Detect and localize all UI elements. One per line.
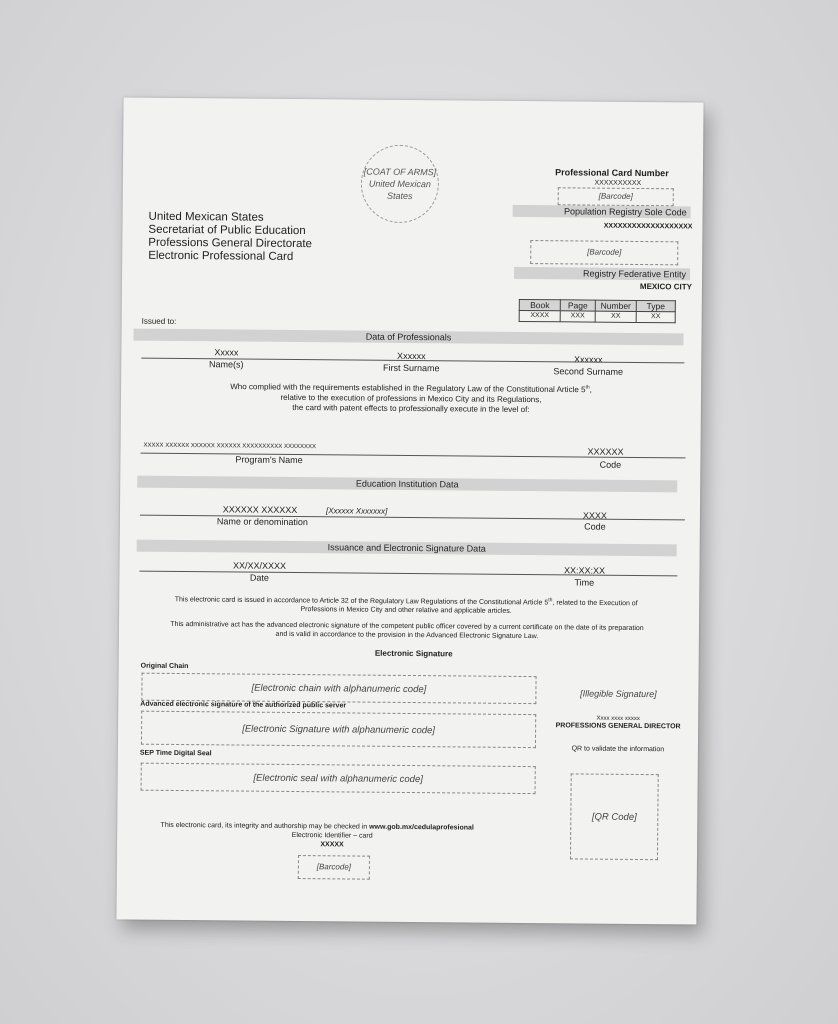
seal-line-1: [COAT OF ARMS] [363, 166, 437, 178]
issuance-time-label: Time [574, 577, 595, 588]
director-name: Xxxx xxxx xxxxx [596, 715, 640, 723]
institution-alt-value: [Xxxxxx Xxxxxxx] [325, 506, 388, 516]
header-line-2: Secretariat of Public Education [148, 223, 306, 238]
registry-value-type: XX [636, 311, 675, 322]
qr-caption: QR to validate the information [571, 745, 665, 754]
card-number-title: Professional Card Number [555, 167, 669, 179]
federative-entity-label: Registry Federative Entity [514, 267, 690, 281]
footer-check [127, 822, 507, 832]
qr-code-box [570, 773, 659, 860]
footer-identifier-value: XXXXX [320, 841, 344, 849]
legal-p1-sup: th [548, 597, 553, 604]
compliance-line-1-end: , [589, 385, 592, 395]
registry-table [519, 299, 676, 323]
compliance-line-1-text: Who complied with the requirements established in the Regulatory Law of the Constitutional Article 5 [230, 382, 586, 395]
card-number-value: XXXXXXXXXX [594, 179, 642, 188]
institution-section-bar: Education Institution Data [137, 476, 677, 493]
legal-p1-text-b: , related to the Execution of [552, 599, 638, 608]
legal-p2-line-2: and is valid in accordance to the provision in the Advanced Electronic Signature Law. [275, 630, 539, 641]
time-seal-box: [Electronic seal with alphanumeric code] [141, 763, 536, 794]
header-line-3: Professions General Directorate [148, 236, 313, 251]
first-surname-value: Xxxxxx [397, 350, 426, 362]
second-surname-value: Xxxxxx [574, 354, 603, 365]
registry-table-wrap [519, 299, 676, 323]
program-value: XXXXX XXXXXX XXXXXX XXXXXX XXXXXXXXXX XXXXXXXX [143, 442, 317, 451]
compliance-line-1-sup: th [585, 384, 590, 391]
footer-identifier-label: Electronic Identifier – card [291, 831, 373, 840]
advanced-signature-box: [Electronic Signature with alphanumeric code] [141, 711, 536, 748]
institution-code-label: Code [584, 521, 606, 532]
legal-paragraph-2 [131, 620, 683, 643]
population-code-value: XXXXXXXXXXXXXXXXXXX [603, 222, 693, 231]
compliance-line-2: relative to the execution of professions in Mexico City and its Regulations, [280, 392, 542, 404]
seal-line-2: United Mexican [368, 178, 431, 190]
esign-title: Electronic Signature [374, 648, 453, 659]
institution-code-value: XXXX [582, 510, 608, 521]
legal-p1-line-2: Professions in Mexico City and other relative and applicable articles. [300, 606, 512, 616]
name-value: Xxxxx [214, 347, 239, 358]
header-line-4: Electronic Professional Card [148, 249, 294, 263]
second-surname-label: Second Surname [553, 366, 624, 377]
issuance-time-value: XX:XX:XX [563, 565, 606, 576]
footer-check-text: This electronic card, its integrity and authorship may be checked in [160, 821, 370, 831]
name-label: Name(s) [208, 359, 244, 370]
population-code-barcode: [Barcode] [530, 240, 678, 265]
compliance-line-3: the card with patent effects to professionally execute in the level of: [292, 402, 530, 414]
issued-to-label: Issued to: [141, 316, 177, 326]
registry-header-type: Type [636, 300, 675, 311]
program-code-value: XXXXXX [587, 446, 624, 457]
registry-header-book: Book [519, 299, 560, 310]
professionals-section-bar: Data of Professionals [133, 329, 683, 346]
institution-name-label: Name or denomination [216, 516, 309, 528]
header-line-1: United Mexican States [148, 210, 264, 224]
original-chain-label: Original Chain [140, 662, 189, 671]
registry-value-page: XXX [560, 311, 595, 322]
legal-paragraph-1 [131, 593, 681, 618]
registry-header-number: Number [595, 300, 636, 311]
coat-of-arms-seal [361, 145, 440, 224]
advanced-signature-label: Advanced electronic signature of the authorized public server [140, 700, 347, 710]
card-number-barcode: [Barcode] [558, 187, 674, 206]
illegible-signature: [Illegible Signature] [580, 688, 657, 700]
legal-p2-line-1: This administrative act has the advanced electronic signature of the competent public officer covered by a current certificate on the date of its preparation [170, 620, 644, 633]
registry-header-page: Page [560, 300, 595, 311]
registry-value-book: XXXX [519, 310, 560, 321]
population-code-label: Population Registry Sole Code [513, 205, 691, 219]
professional-card-document [116, 97, 703, 924]
registry-value-number: XX [595, 311, 636, 322]
issuance-date-value: XX/XX/XXXX [232, 560, 287, 571]
compliance-paragraph [141, 379, 681, 416]
legal-p1-text-a: This electronic card is issued in accordance to Article 32 of the Regulatory Law Regulations of the Constitutional Article 5 [174, 596, 549, 607]
issuer-header [148, 211, 312, 264]
footer-barcode: [Barcode] [298, 855, 370, 880]
program-code-label: Code [599, 459, 622, 470]
first-surname-label: First Surname [382, 362, 440, 374]
issuance-section-bar: Issuance and Electronic Signature Data [137, 540, 677, 557]
qr-code-placeholder: [QR Code] [591, 811, 637, 823]
federative-entity-value: MEXICO CITY [639, 281, 693, 292]
program-label: Program's Name [235, 454, 303, 466]
seal-line-3: States [386, 190, 413, 202]
director-title: PROFESSIONS GENERAL DIRECTOR [555, 722, 681, 731]
issuance-date-label: Date [249, 572, 269, 583]
institution-name-value: XXXXXX XXXXXX [222, 504, 298, 516]
footer-check-url[interactable]: www.gob.mx/cedulaprofesional [369, 823, 474, 832]
time-seal-label: SEP Time Digital Seal [139, 749, 212, 758]
original-chain-box: [Electronic chain with alphanumeric code] [141, 673, 536, 704]
